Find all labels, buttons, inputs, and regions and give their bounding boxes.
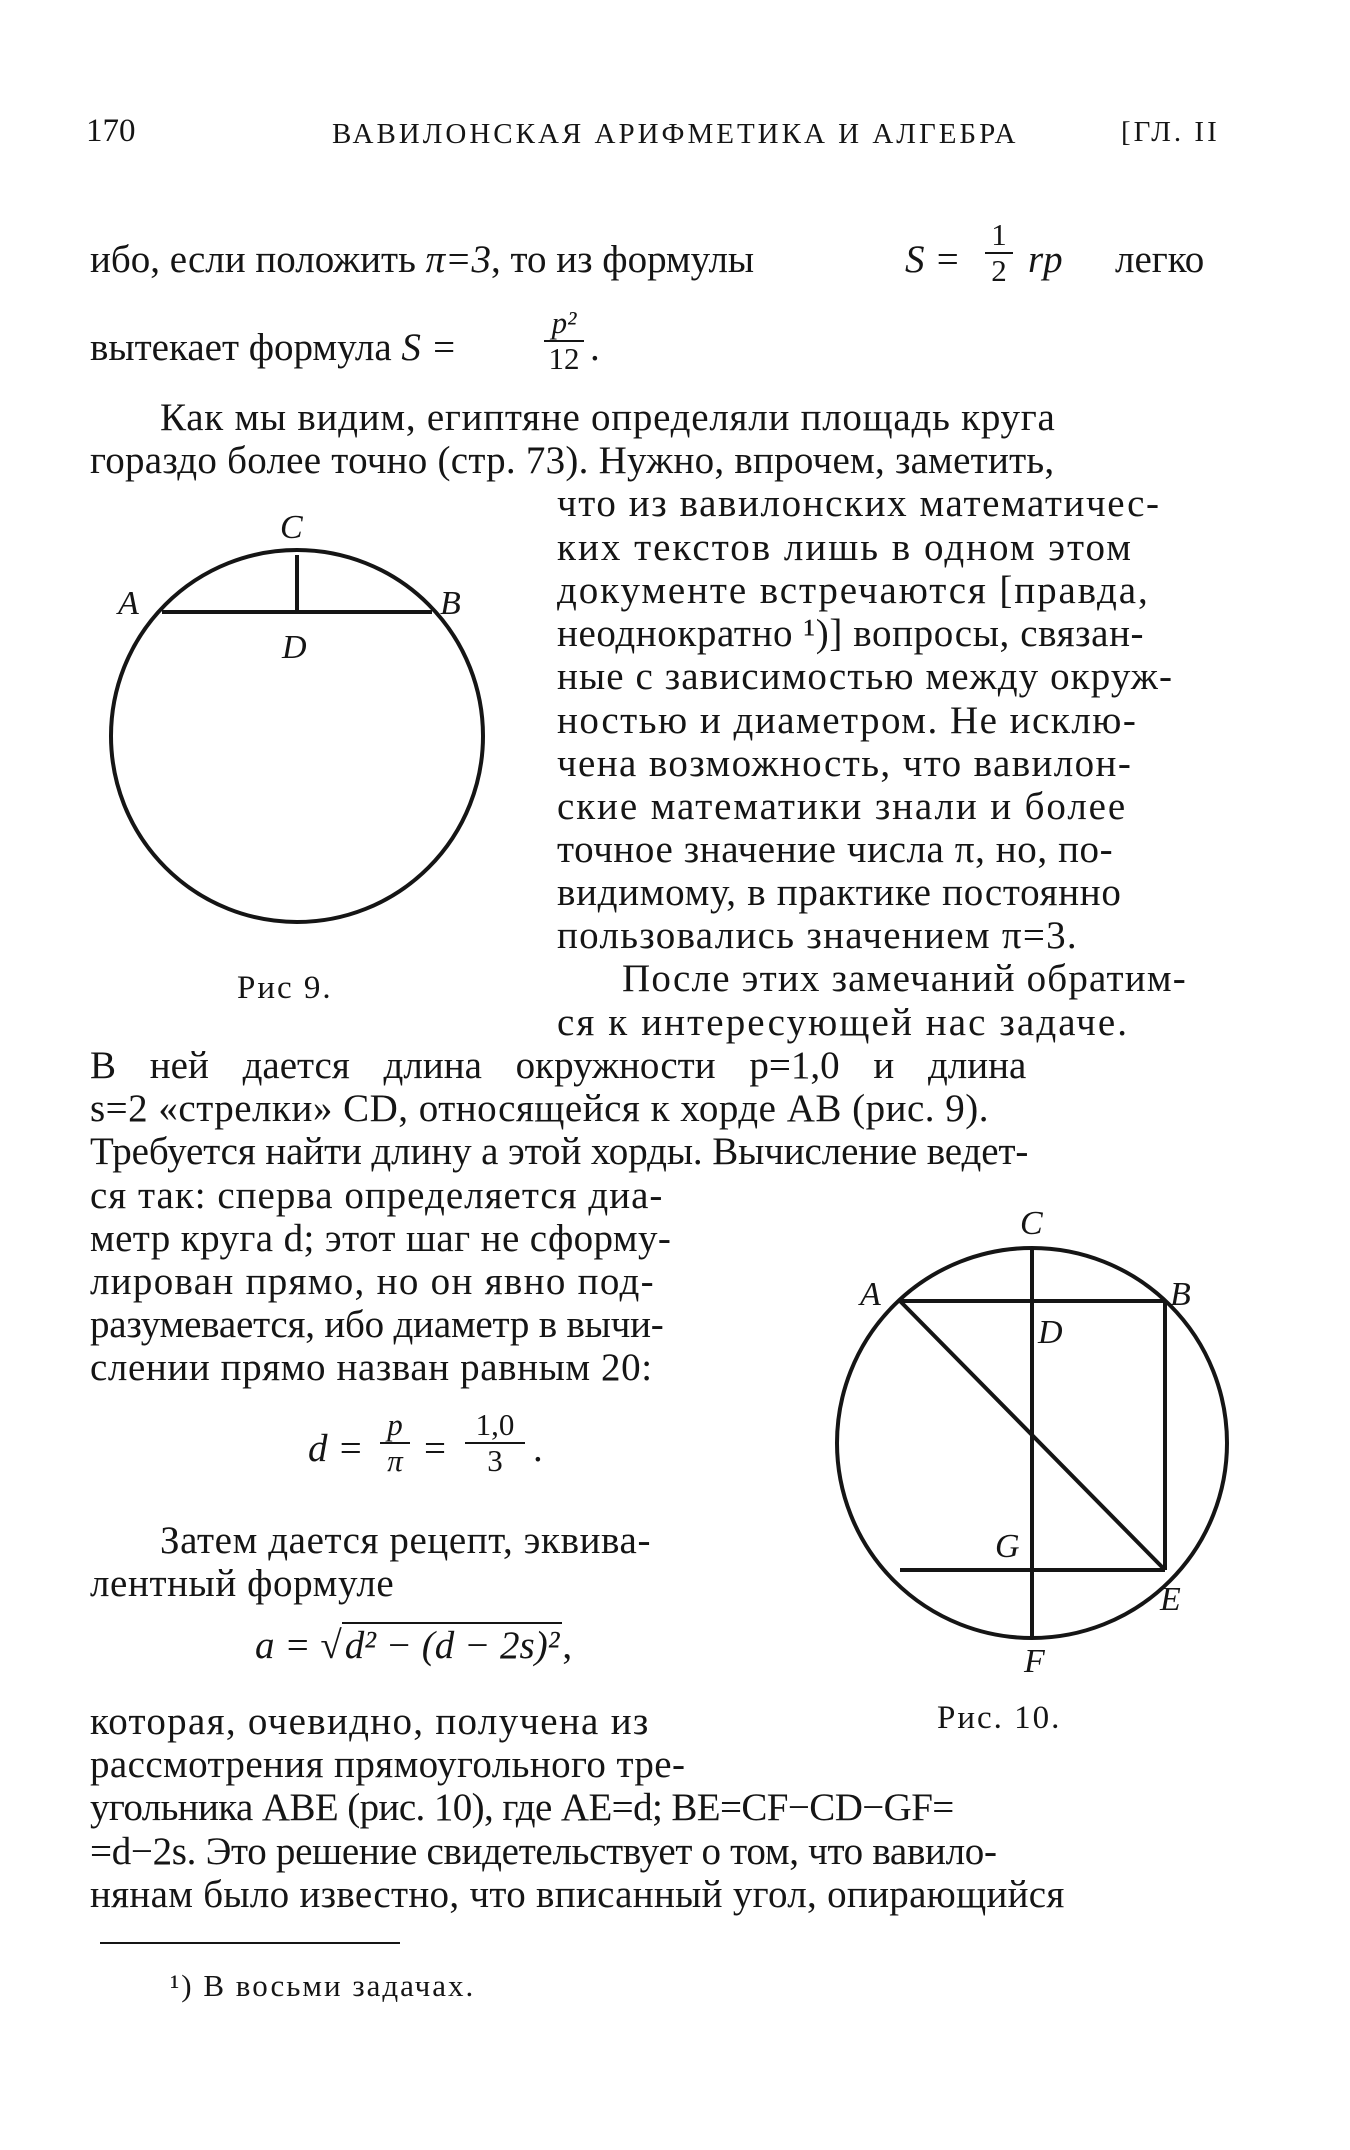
fraction-numerator: p² (551, 305, 577, 340)
equation-a-lhs: a = (255, 1624, 321, 1667)
text-fragment: легко (1115, 238, 1205, 281)
point-label-c: C (280, 509, 303, 546)
point-label-e: E (1160, 1581, 1181, 1618)
equation-radical (255, 1624, 572, 1668)
text-line: ностью и диаметром. Не исклю- (557, 699, 1138, 742)
text-line: лирован прямо, но он явно под- (90, 1260, 655, 1303)
running-title: ВАВИЛОНСКАЯ АРИФМЕТИКА И АЛГЕБРА (332, 118, 1019, 150)
text-line: =d−2s. Это решение свидетельствует о том, что вавило- (90, 1830, 997, 1873)
text-line: ся так: сперва определяется диа- (90, 1174, 664, 1217)
point-label-d: D (1038, 1314, 1063, 1351)
fraction-one-half (985, 218, 1013, 288)
text-line: угольника ABE (рис. 10), где AE=d; BE=CF−CD−GF= (90, 1786, 954, 1829)
point-label-b: B (1170, 1276, 1191, 1313)
point-label-f: F (1024, 1643, 1045, 1680)
fraction-denominator: 12 (544, 340, 584, 376)
fraction-p-over-pi (380, 1408, 410, 1478)
text-line: ких текстов лишь в одном этом (557, 526, 1133, 569)
fraction-p2-12 (544, 306, 584, 376)
text-fragment: вытекает формула (90, 326, 402, 369)
text-fragment: ибо, если положить (90, 238, 426, 281)
fraction-numerator: 1,0 (475, 1407, 515, 1442)
text-line: s=2 «стрелки» CD, относящейся к хорде AB (рис. 9). (90, 1087, 990, 1130)
text-line: Как мы видим, египтяне определяли площадь круга (160, 396, 1056, 439)
formula-s: S = (905, 238, 961, 281)
formula-s: S = (401, 326, 457, 369)
footnote: ¹) В восьми задачах. (170, 1968, 476, 2003)
formula-rp: rp (1028, 238, 1063, 281)
fraction-numerator: 1 (991, 217, 1007, 252)
figure-10-caption: Рис. 10. (937, 1700, 1062, 1736)
text-line: чена возможность, что вавилон- (557, 742, 1133, 785)
equals-sign: = (424, 1427, 446, 1470)
radicand: d² − (d − 2s)² (342, 1622, 563, 1667)
text-line: После этих замечаний обратим- (622, 957, 1187, 1000)
figure-9-caption: Рис 9. (237, 970, 333, 1006)
fraction-denominator: π (380, 1442, 410, 1478)
fraction-10-over-3 (465, 1408, 525, 1478)
text-line: лентный формуле (90, 1562, 395, 1605)
text-line: Затем дается рецепт, эквива- (160, 1519, 652, 1562)
text-line: ся к интересующей нас задаче. (557, 1001, 1130, 1044)
point-label-a: A (118, 585, 139, 622)
math-pi: π=3 (425, 238, 491, 281)
text-line (90, 238, 754, 282)
fraction-denominator: 3 (465, 1442, 525, 1478)
text-line: ские математики знали и более (557, 785, 1128, 828)
text-line: пользовались значением π=3. (557, 914, 1078, 957)
chapter-marker: [ГЛ. II (1121, 116, 1220, 148)
footnote-rule (100, 1942, 400, 1944)
figure-10-diagram (830, 1205, 1190, 1685)
fraction-denominator: 2 (985, 252, 1013, 288)
figure-9-diagram (100, 510, 500, 930)
text-line: что из вавилонских математичес- (557, 482, 1161, 525)
text-fragment: , то из формулы (491, 238, 755, 281)
fraction-numerator: p (387, 1407, 403, 1442)
text-line: нянам было известно, что вписанный угол, опирающийся (90, 1873, 1065, 1916)
text-line: точное значение числа π, но, по- (557, 828, 1114, 871)
text-line: разумевается, ибо диаметр в вычи- (90, 1303, 664, 1346)
point-label-d: D (282, 629, 307, 666)
text-line: ные с зависимостью между окруж- (557, 655, 1174, 698)
text-line: рассмотрения прямоугольного тре- (90, 1743, 686, 1786)
text-line: неоднократно ¹)] вопросы, связан- (557, 612, 1145, 655)
point-label-b: B (440, 585, 461, 622)
text-line: слении прямо назван равным 20: (90, 1346, 653, 1389)
text-line: Требуется найти длину a этой хорды. Вычисление ведет- (90, 1130, 1029, 1173)
point-label-c: C (1020, 1205, 1043, 1242)
radical-sign: √ (320, 1624, 342, 1667)
text-fragment: . (533, 1427, 543, 1470)
point-label-a: A (860, 1276, 881, 1313)
point-label-g: G (995, 1528, 1020, 1565)
text-fragment: . (590, 326, 600, 369)
text-line: В ней дается длина окружности p=1,0 и длина (90, 1044, 1027, 1087)
page-number: 170 (86, 113, 136, 149)
text-line: видимому, в практике постоянно (557, 871, 1122, 914)
text-line: документе встречаются [правда, (557, 569, 1150, 612)
equation-d-lhs: d = (308, 1427, 364, 1470)
text-line: гораздо более точно (стр. 73). Нужно, впрочем, заметить, (90, 439, 1055, 482)
text-fragment: , (562, 1624, 573, 1667)
text-line: которая, очевидно, получена из (90, 1700, 650, 1743)
text-line (90, 326, 457, 370)
text-line: метр круга d; этот шаг не сформу- (90, 1217, 672, 1260)
